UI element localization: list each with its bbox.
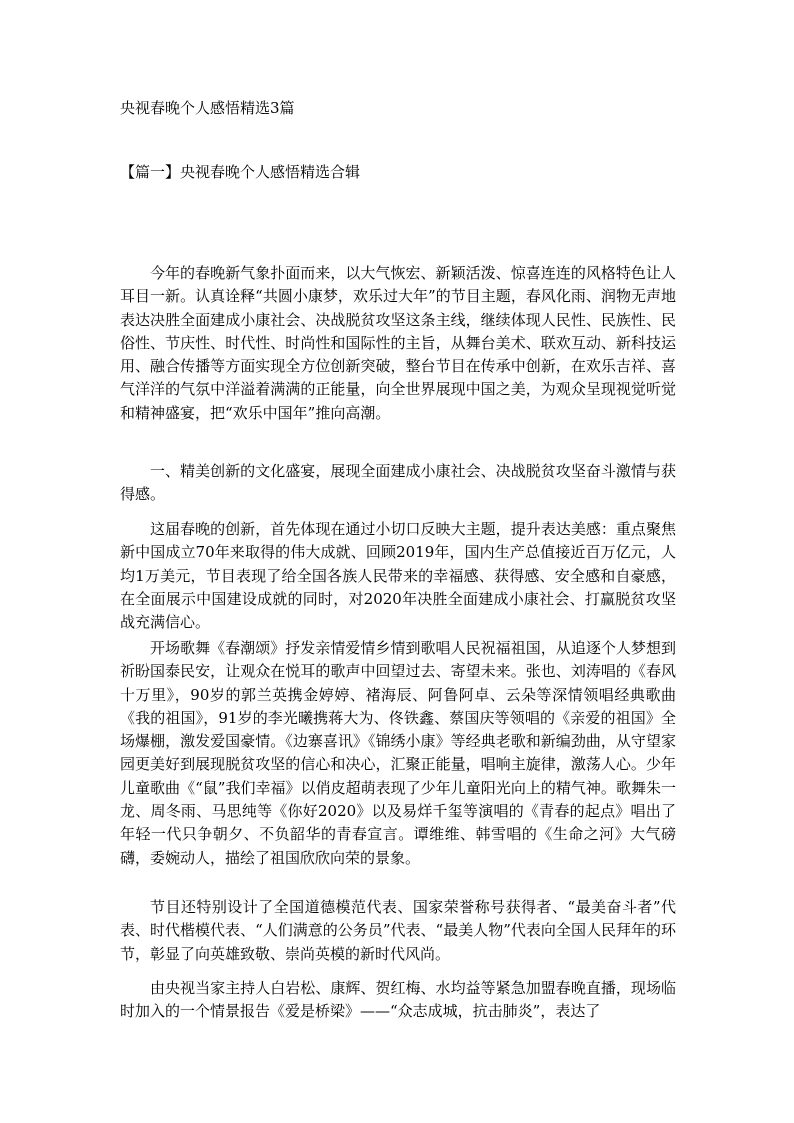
paragraph-heading-one: 一、精美创新的文化盛宴，展现全面建成小康社会、决战脱贫攻坚奋斗激情与获得感。 <box>120 462 676 504</box>
paragraph-intro: 今年的春晚新气象扑面而来，以大气恢宏、新颖活泼、惊喜连连的风格特色让人耳目一新。认真诠释“共圆小康梦，欢乐过大年”的节目主题，春风化雨、润物无声地表达决胜全面建成小康社会、决战脱贫攻坚这条主线，继续体现人民性、民族性、民俗性、节庆性、时代性、时尚性和国际性的主旨，从舞台美术、联欢互动、新科技运用、融合传播等方面实现全方位创新突破，整台节目在传承中创新，在欢乐吉祥、喜气洋洋的气氛中洋溢着满满的正能量，向全世界展现中国之美，为观众呈现视觉听觉和精神盛宴，把“欢乐中国年”推向高潮。 <box>120 264 676 422</box>
document-title: 央视春晚个人感悟精选3篇 <box>120 99 295 117</box>
paragraph-hosts: 由央视当家主持人白岩松、康辉、贺红梅、水均益等紧急加盟春晚直播，现场临时加入的一个情景报告《爱是桥梁》——“众志成城，抗击肺炎”，表达了 <box>120 979 676 1021</box>
paragraph-models: 节目还特别设计了全国道德模范代表、国家荣誉称号获得者、“最美奋斗者”代表、时代楷模代表、“人们满意的公务员”代表、“最美人物”代表向全国人民拜年的环节，彰显了向英雄致敬、崇尚英模的新时代风尚。 <box>120 898 676 963</box>
paragraph-songs: 开场歌舞《春潮颂》抒发亲情爱情乡情到歌唱人民祝福祖国，从追逐个人梦想到祈盼国泰民安，让观众在悦耳的歌声中回望过去、寄望未来。张也、刘涛唱的《春风十万里》，90岁的郭兰英携金婷婷、褚海辰、阿鲁阿卓、云朵等深情领唱经典歌曲《我的祖国》，91岁的李光曦携蒋大为、佟铁鑫、蔡国庆等领唱的《亲爱的祖国》全场爆棚，激发爱国豪情。《边寨喜讯》《锦绣小康》等经典老歌和新编劲曲，从守望家园更美好到展现脱贫攻坚的信心和决心，汇聚正能量，唱响主旋律，激荡人心。少年儿童歌曲《“鼠”我们幸福》以俏皮超萌表现了少年儿童阳光向上的精气神。歌舞朱一龙、周冬雨、马思纯等《你好2020》以及易烊千玺等演唱的《青春的起点》唱出了年轻一代只争朝夕、不负韶华的青春宣言。谭维维、韩雪唱的《生命之河》大气磅礴，委婉动人，描绘了祖国欣欣向荣的景象。 <box>120 639 676 867</box>
section-title: 【篇一】央视春晚个人感悟精选合辑 <box>120 163 361 181</box>
paragraph-innovation: 这届春晚的创新，首先体现在通过小切口反映大主题，提升表达美感：重点聚焦新中国成立70年来取得的伟大成就、回顾2019年，国内生产总值接近百万亿元，人均1万美元，节目表现了给全国各族人民带来的幸福感、获得感、安全感和自豪感，在全面展示中国建设成就的同时，对2020年决胜全面建成小康社会、打赢脱贫攻坚战充满信心。 <box>120 520 676 632</box>
